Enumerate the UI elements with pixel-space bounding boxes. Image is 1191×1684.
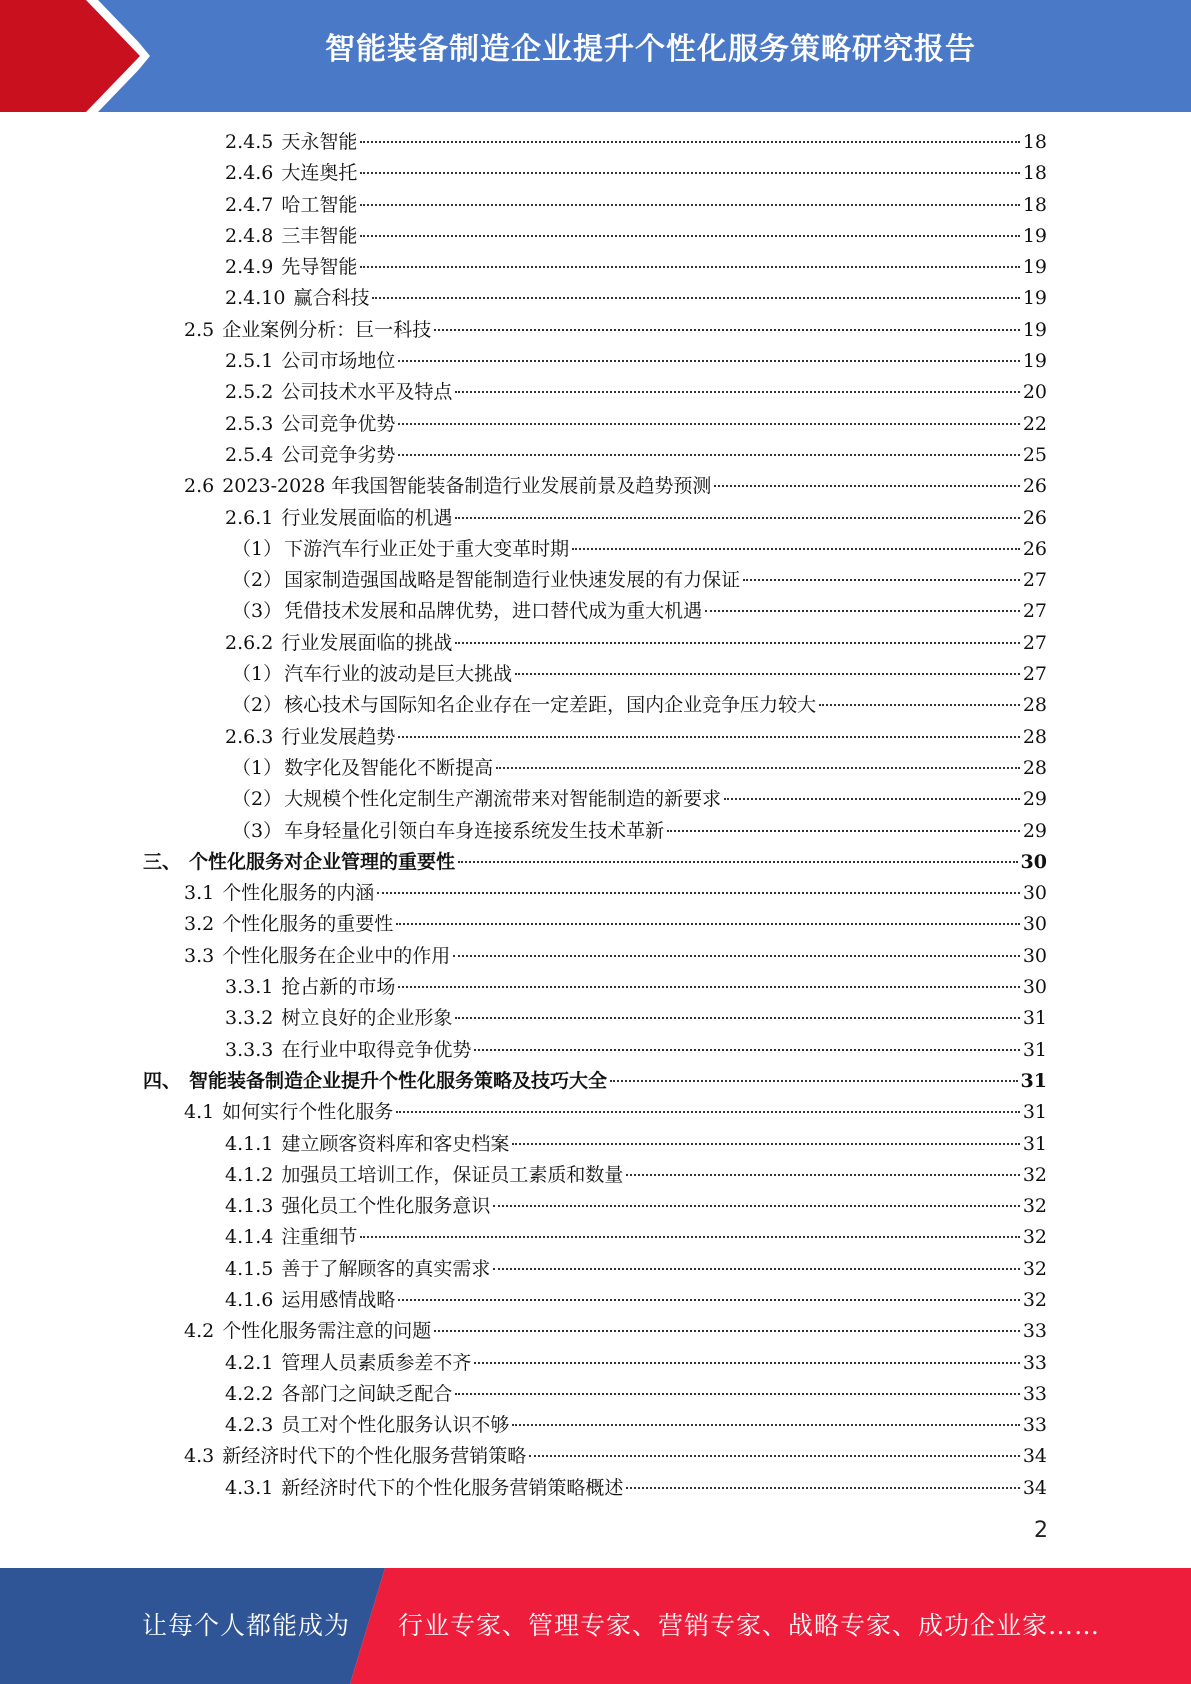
toc-entry[interactable] [0, 471, 1191, 502]
toc-entry-number: 4.2.3 [225, 1414, 274, 1437]
toc-entry-number: 4.1.5 [225, 1257, 274, 1280]
toc-entry-number: 2.5.3 [225, 412, 274, 435]
toc-entry-number: 3.3.1 [225, 976, 274, 999]
toc-entry-page: 32 [1022, 1257, 1047, 1280]
toc-entry[interactable] [0, 909, 1191, 940]
toc-entry-page: 19 [1022, 318, 1047, 341]
toc-entry-number: 三、 [143, 850, 182, 873]
toc-entry-number: 2.4.6 [225, 162, 274, 185]
toc-entry[interactable] [0, 972, 1191, 1003]
toc-entry-title: 个性化服务的内涵 [222, 882, 375, 905]
toc-entry-number: 4.1 [184, 1101, 215, 1124]
toc-entry-number: 4.1.3 [225, 1195, 274, 1218]
toc-entry-number: 3.3.3 [225, 1038, 274, 1061]
toc-entry-title: 赢合科技 [293, 287, 370, 310]
toc-entry-title: 大规模个性化定制生产潮流带来对智能制造的新要求 [284, 788, 722, 811]
toc-entry-title: 凭借技术发展和品牌优势，进口替代成为重大机遇 [284, 600, 703, 623]
toc-entry-title: 建立顾客资料库和客史档案 [281, 1132, 510, 1155]
footer-slogan-left: 让每个人都能成为 [142, 1611, 351, 1640]
toc-dot-leader [455, 517, 1019, 519]
toc-entry-title: 注重细节 [281, 1226, 358, 1249]
toc-dot-leader [360, 266, 1019, 268]
toc-entry-number: 4.2.2 [225, 1382, 274, 1405]
toc-entry-number: 4.1.2 [225, 1163, 274, 1186]
toc-dot-leader [455, 1017, 1019, 1019]
toc-entry[interactable] [0, 722, 1191, 753]
toc-entry-page: 32 [1022, 1226, 1047, 1249]
toc-entry[interactable] [0, 878, 1191, 909]
toc-entry-page: 27 [1022, 663, 1047, 686]
toc-entry-number: （3） [232, 600, 283, 623]
toc-entry-title: 行业发展面临的机遇 [281, 506, 453, 529]
toc-entry-title: 个性化服务对企业管理的重要性 [189, 850, 456, 873]
toc-entry-number: 2.4.8 [225, 224, 274, 247]
toc-entry[interactable] [0, 534, 1191, 565]
toc-entry-page: 26 [1022, 537, 1047, 560]
toc-entry-number: 四、 [143, 1069, 182, 1092]
toc-entry-title: 国家制造强国战略是智能制造行业快速发展的有力保证 [284, 569, 741, 592]
toc-entry-number: 4.2.1 [225, 1351, 274, 1374]
toc-entry-number: 2.5.2 [225, 381, 274, 404]
toc-entry[interactable] [0, 596, 1191, 627]
toc-entry-title: 公司竞争劣势 [281, 443, 396, 466]
toc-entry-page: 33 [1022, 1320, 1047, 1343]
toc-entry-title: 员工对个性化服务认识不够 [281, 1414, 510, 1437]
toc-entry[interactable] [0, 784, 1191, 815]
toc-entry-page: 18 [1022, 131, 1047, 153]
toc-dot-leader [610, 1080, 1018, 1082]
toc-entry-title: 在行业中取得竞争优势 [281, 1038, 472, 1061]
toc-entry-page: 28 [1022, 756, 1047, 779]
toc-entry-page: 28 [1022, 694, 1047, 717]
toc-entry-title: 树立良好的企业形象 [281, 1007, 453, 1030]
toc-dot-leader [572, 548, 1020, 550]
toc-dot-leader [455, 1393, 1019, 1395]
toc-entry-page: 32 [1022, 1288, 1047, 1311]
toc-dot-leader [493, 1268, 1019, 1270]
toc-entry-number: 2.6.3 [225, 725, 274, 748]
toc-dot-leader [626, 1174, 1019, 1176]
toc-entry-title: 管理人员素质参差不齐 [281, 1351, 472, 1374]
toc-entry-number: 3.3.2 [225, 1007, 274, 1030]
toc-entry-page: 30 [1022, 944, 1047, 967]
toc-dot-leader [724, 798, 1020, 800]
toc-entry-title: 汽车行业的波动是巨大挑战 [284, 663, 513, 686]
toc-entry-number: 4.1.6 [225, 1288, 274, 1311]
toc-entry-page: 27 [1022, 600, 1047, 623]
toc-entry-page: 19 [1022, 287, 1047, 310]
toc-dot-leader [398, 1299, 1019, 1301]
toc-entry[interactable] [0, 190, 1191, 221]
toc-dot-leader [474, 1049, 1019, 1051]
toc-entry-number: （3） [232, 819, 283, 842]
toc-entry-page: 31 [1022, 1038, 1047, 1061]
toc-dot-leader [458, 861, 1018, 863]
toc-entry[interactable] [0, 127, 1191, 158]
toc-entry-page: 26 [1022, 506, 1047, 529]
toc-entry[interactable] [0, 1097, 1191, 1128]
toc-entry[interactable] [0, 753, 1191, 784]
toc-entry-title: 个性化服务在企业中的作用 [222, 944, 451, 967]
page-footer [0, 1568, 1191, 1684]
toc-entry-title: 公司竞争优势 [281, 412, 396, 435]
toc-entry-title: 先导智能 [281, 256, 358, 279]
toc-entry-title: 三丰智能 [281, 224, 358, 247]
toc-entry-page: 19 [1022, 350, 1047, 373]
toc-entry-title: 核心技术与国际知名企业存在一定差距，国内企业竞争压力较大 [284, 694, 817, 717]
toc-entry-title: 天永智能 [281, 131, 358, 153]
toc-entry-number: 4.1.1 [225, 1132, 274, 1155]
toc-entry[interactable] [0, 1473, 1191, 1504]
toc-entry-number: （1） [232, 756, 283, 779]
toc-entry-page: 32 [1022, 1163, 1047, 1186]
toc-entry[interactable] [0, 503, 1191, 534]
toc-entry[interactable] [0, 1285, 1191, 1316]
toc-entry-number: 2.6 [184, 475, 215, 498]
toc-entry-number: 2.6.1 [225, 506, 274, 529]
toc-entry[interactable] [0, 1379, 1191, 1410]
toc-entry-title: 强化员工个性化服务意识 [281, 1195, 491, 1218]
toc-entry-title: 智能装备制造企业提升个性化服务策略及技巧大全 [189, 1069, 608, 1092]
toc-dot-leader [529, 1455, 1020, 1457]
toc-entry-title: 行业发展趋势 [281, 725, 396, 748]
toc-entry-page: 22 [1022, 412, 1047, 435]
page-number: 2 [1034, 1518, 1048, 1543]
header-arrow-icon [0, 0, 160, 112]
toc-entry-title: 抢占新的市场 [281, 976, 396, 999]
table-of-contents [0, 127, 1191, 1504]
toc-dot-leader [396, 923, 1020, 925]
toc-entry[interactable] [0, 252, 1191, 283]
toc-entry-number: 2.4.5 [225, 131, 274, 153]
toc-entry-title: 行业发展面临的挑战 [281, 631, 453, 654]
toc-entry-number: （2） [232, 569, 283, 592]
toc-entry-page: 19 [1022, 256, 1047, 279]
footer-slogan-right: 行业专家、管理专家、营销专家、战略专家、成功企业家…… [398, 1611, 1101, 1640]
toc-entry-page: 18 [1022, 162, 1047, 185]
toc-entry-page: 26 [1022, 475, 1047, 498]
toc-dot-leader [512, 1143, 1019, 1145]
toc-entry-number: 2.4.10 [225, 287, 286, 310]
toc-entry-page: 33 [1022, 1414, 1047, 1437]
toc-entry-title: 公司技术水平及特点 [281, 381, 453, 404]
toc-entry[interactable] [0, 847, 1191, 878]
toc-entry[interactable] [0, 1066, 1191, 1097]
toc-entry-number: 4.2 [184, 1320, 215, 1343]
toc-entry[interactable] [0, 690, 1191, 721]
toc-entry-page: 30 [1022, 976, 1047, 999]
toc-entry[interactable] [0, 409, 1191, 440]
toc-entry-number: （1） [232, 537, 283, 560]
toc-dot-leader [398, 423, 1019, 425]
toc-dot-leader [667, 830, 1020, 832]
toc-entry[interactable] [0, 1129, 1191, 1160]
toc-entry-page: 30 [1022, 882, 1047, 905]
toc-dot-leader [434, 1330, 1020, 1332]
toc-entry[interactable] [0, 1222, 1191, 1253]
toc-entry-number: 2.5.4 [225, 443, 274, 466]
toc-entry[interactable] [0, 1316, 1191, 1347]
toc-dot-leader [819, 704, 1020, 706]
toc-entry[interactable] [0, 346, 1191, 377]
toc-entry-page: 31 [1020, 1069, 1047, 1092]
toc-dot-leader [360, 141, 1019, 143]
toc-entry-page: 34 [1022, 1445, 1047, 1468]
toc-dot-leader [493, 1205, 1019, 1207]
toc-entry[interactable] [0, 283, 1191, 314]
toc-dot-leader [360, 1236, 1019, 1238]
toc-entry-page: 31 [1022, 1007, 1047, 1030]
toc-entry-number: （1） [232, 663, 283, 686]
toc-entry[interactable] [0, 1160, 1191, 1191]
toc-entry[interactable] [0, 1254, 1191, 1285]
toc-entry-page: 30 [1020, 850, 1047, 873]
toc-dot-leader [453, 955, 1020, 957]
toc-dot-leader [626, 1487, 1019, 1489]
toc-entry-title: 善于了解顾客的真实需求 [281, 1257, 491, 1280]
toc-entry[interactable] [0, 440, 1191, 471]
toc-dot-leader [398, 360, 1019, 362]
toc-entry-number: 2.4.9 [225, 256, 274, 279]
toc-dot-leader [455, 642, 1019, 644]
toc-entry-number: 4.1.4 [225, 1226, 274, 1249]
toc-entry-page: 25 [1022, 443, 1047, 466]
toc-entry-page: 34 [1022, 1476, 1047, 1499]
toc-dot-leader [705, 610, 1020, 612]
toc-entry-number: 3.3 [184, 944, 215, 967]
toc-entry-number: 2.5.1 [225, 350, 274, 373]
toc-entry-number: （2） [232, 788, 283, 811]
toc-entry-number: （2） [232, 694, 283, 717]
toc-dot-leader [398, 454, 1019, 456]
toc-entry-title: 个性化服务需注意的问题 [222, 1320, 432, 1343]
report-title: 智能装备制造企业提升个性化服务策略研究报告 [325, 32, 976, 67]
toc-entry-title: 哈工智能 [281, 193, 358, 216]
toc-dot-leader [515, 673, 1020, 675]
toc-entry[interactable] [0, 1410, 1191, 1441]
toc-entry-title: 加强员工培训工作，保证员工素质和数量 [281, 1163, 624, 1186]
toc-dot-leader [743, 579, 1020, 581]
toc-entry-number: 2.4.7 [225, 193, 274, 216]
toc-entry[interactable] [0, 941, 1191, 972]
toc-entry[interactable] [0, 565, 1191, 596]
toc-entry[interactable] [0, 158, 1191, 189]
toc-entry[interactable] [0, 628, 1191, 659]
toc-entry-title: 下游汽车行业正处于重大变革时期 [284, 537, 570, 560]
toc-entry-page: 18 [1022, 193, 1047, 216]
toc-entry-title: 新经济时代下的个性化服务营销策略概述 [281, 1476, 624, 1499]
toc-entry-number: 2.5 [184, 318, 215, 341]
toc-entry-number: 4.3 [184, 1445, 215, 1468]
toc-dot-leader [360, 172, 1019, 174]
toc-entry[interactable] [0, 1441, 1191, 1472]
toc-entry[interactable] [0, 816, 1191, 847]
toc-dot-leader [360, 204, 1019, 206]
toc-entry-page: 27 [1022, 569, 1047, 592]
toc-dot-leader [398, 736, 1019, 738]
toc-entry[interactable] [0, 221, 1191, 252]
toc-dot-leader [377, 892, 1020, 894]
toc-dot-leader [714, 485, 1019, 487]
toc-entry-title: 车身轻量化引领白车身连接系统发生技术革新 [284, 819, 665, 842]
toc-dot-leader [474, 1362, 1019, 1364]
toc-entry[interactable] [0, 659, 1191, 690]
toc-dot-leader [360, 235, 1019, 237]
toc-entry-title: 公司市场地位 [281, 350, 396, 373]
toc-entry[interactable] [0, 1035, 1191, 1066]
toc-entry-title: 如何实行个性化服务 [222, 1101, 394, 1124]
toc-entry[interactable] [0, 1348, 1191, 1379]
toc-entry-number: 2.6.2 [225, 631, 274, 654]
toc-entry-number: 3.2 [184, 913, 215, 936]
toc-dot-leader [512, 1424, 1019, 1426]
toc-entry-page: 27 [1022, 631, 1047, 654]
toc-entry-title: 数字化及智能化不断提高 [284, 756, 494, 779]
toc-entry-title: 2023-2028 年我国智能装备制造行业发展前景及趋势预测 [222, 475, 712, 498]
toc-entry-page: 19 [1022, 224, 1047, 247]
toc-entry-page: 20 [1022, 381, 1047, 404]
page-header [0, 0, 1191, 112]
toc-entry-title: 各部门之间缺乏配合 [281, 1382, 453, 1405]
toc-entry-number: 4.3.1 [225, 1476, 274, 1499]
toc-entry-title: 企业案例分析：巨一科技 [222, 318, 432, 341]
toc-entry-page: 29 [1022, 788, 1047, 811]
toc-entry-page: 31 [1022, 1101, 1047, 1124]
toc-dot-leader [398, 986, 1019, 988]
toc-entry-page: 29 [1022, 819, 1047, 842]
toc-entry-page: 31 [1022, 1132, 1047, 1155]
toc-dot-leader [496, 767, 1020, 769]
toc-entry-page: 28 [1022, 725, 1047, 748]
toc-entry-page: 30 [1022, 913, 1047, 936]
toc-entry-page: 33 [1022, 1382, 1047, 1405]
toc-entry[interactable] [0, 377, 1191, 408]
toc-entry[interactable] [0, 1003, 1191, 1034]
toc-entry-title: 新经济时代下的个性化服务营销策略 [222, 1445, 527, 1468]
toc-entry[interactable] [0, 1191, 1191, 1222]
toc-entry-page: 33 [1022, 1351, 1047, 1374]
toc-dot-leader [434, 329, 1020, 331]
toc-entry-page: 32 [1022, 1195, 1047, 1218]
toc-entry[interactable] [0, 315, 1191, 346]
toc-entry-number: 3.1 [184, 882, 215, 905]
toc-entry-title: 运用感情战略 [281, 1288, 396, 1311]
toc-dot-leader [372, 297, 1019, 299]
toc-entry-title: 大连奥托 [281, 162, 358, 185]
toc-entry-title: 个性化服务的重要性 [222, 913, 394, 936]
toc-dot-leader [455, 391, 1019, 393]
toc-dot-leader [396, 1111, 1020, 1113]
